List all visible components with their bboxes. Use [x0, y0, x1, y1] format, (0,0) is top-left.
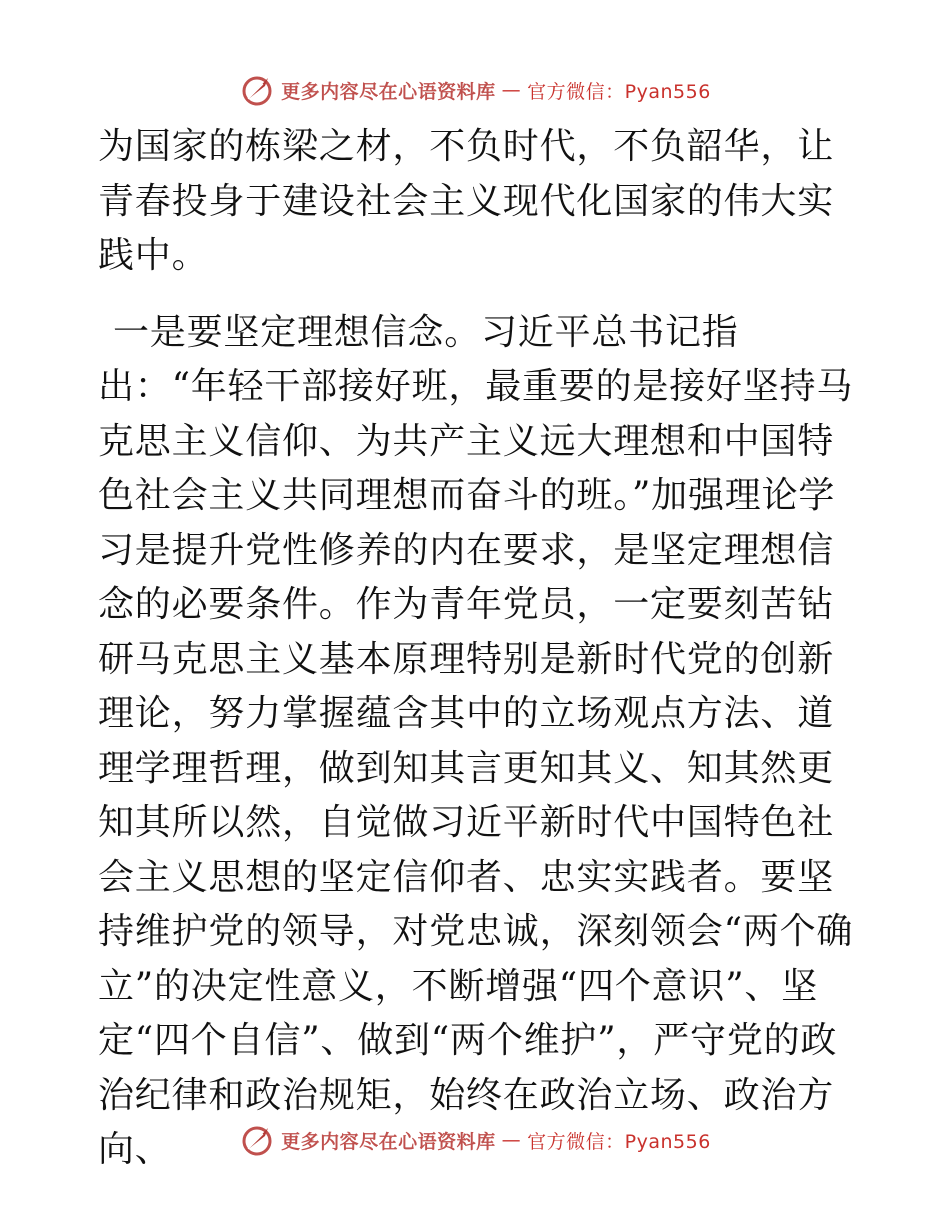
watermark-wechat-text: 官方微信：Pyan556 — [527, 80, 711, 103]
body-paragraph-2: 一是要坚定理想信念。习近平总书记指出：“年轻干部接好班，最重要的是接好坚持马克思主义信仰、为共产主义远大理想和中国特色社会主义共同理想而奋斗的班。”加强理论学习是提升党性修养的内在要求，是坚定理想信念的必要条件。作为青年党员，一定要刻苦钻研马克思主义基本原理特别是新时代党的创新理论，努力掌握蕴含其中的立场观点方法、道理学理哲理，做到知其言更知其义、知其然更知其所以然，自觉做习近平新时代中国特色社会主义思想的坚定信仰者、忠实实践者。要坚持维护党的领导，对党忠诚，深刻领会“两个确立”的决定性意义，不断增强“四个意识”、坚定“四个自信”、做到“两个维护”，严守党的政治纪律和政治规矩，始终在政治立场、政治方向、 — [98, 311, 854, 1170]
quill-circle-logo-icon — [239, 72, 275, 108]
body-paragraph-1: 为国家的栋梁之材，不负时代，不负韶华，让青春投身于建设社会主义现代化国家的伟大实践中。 — [98, 126, 835, 276]
quill-circle-logo-icon — [239, 1122, 275, 1158]
footer-watermark — [0, 1120, 950, 1160]
watermark-wechat-text: 官方微信：Pyan556 — [527, 1130, 711, 1153]
watermark-main-text: 更多内容尽在心语资料库 — [281, 80, 496, 103]
watermark-main-text: 更多内容尽在心语资料库 — [281, 1130, 496, 1153]
watermark-separator: — — [501, 79, 522, 101]
header-watermark — [0, 70, 950, 110]
watermark-separator: — — [501, 1129, 522, 1151]
document-body — [98, 120, 858, 1178]
